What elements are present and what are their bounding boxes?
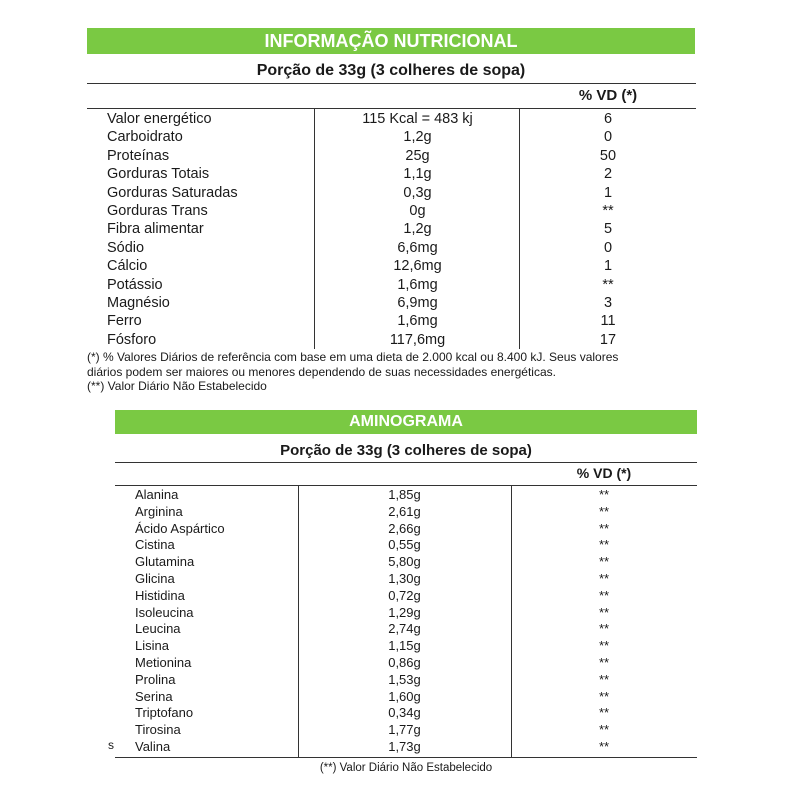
row-value: 2,66g — [388, 520, 421, 536]
row-value: 117,6mg — [389, 331, 446, 348]
table-row — [115, 672, 697, 689]
row-vd: 5 — [603, 221, 613, 238]
row-vd: ** — [598, 503, 610, 519]
row-label: Potássio — [107, 276, 163, 293]
table-row — [87, 202, 696, 220]
row-label: Cistina — [135, 537, 175, 553]
row-vd: ** — [602, 276, 614, 293]
row-label: Metionina — [135, 655, 192, 670]
row-label: Gorduras Saturadas — [107, 184, 238, 201]
aminogram-portion: Porção de 33g (3 colheres de sopa) — [280, 442, 532, 459]
table-row — [87, 239, 696, 257]
nutrition-vd-header: % VD (*) — [578, 87, 638, 104]
table-row — [115, 504, 697, 521]
row-vd: ** — [598, 739, 610, 754]
row-vd: ** — [598, 604, 610, 620]
margin-mark: s — [108, 738, 114, 752]
row-label: Tirosina — [135, 722, 181, 738]
row-value: 1,15g — [388, 638, 421, 654]
row-label: Ácido Aspártico — [135, 520, 225, 536]
row-label: Gorduras Trans — [107, 203, 208, 219]
table-row — [115, 487, 697, 504]
row-value: 1,29g — [388, 604, 421, 620]
nutrition-table — [87, 110, 696, 350]
divider — [87, 83, 696, 84]
table-row — [115, 689, 697, 706]
row-value: 1,1g — [403, 166, 432, 183]
row-vd: ** — [598, 487, 610, 502]
row-vd: 1 — [603, 258, 613, 275]
row-label: Arginina — [135, 503, 183, 519]
table-row — [115, 722, 697, 739]
row-vd: 0 — [603, 239, 613, 256]
row-value: 2,61g — [388, 503, 421, 519]
table-row — [87, 331, 696, 349]
row-value: 12,6mg — [393, 258, 442, 275]
row-vd: ** — [598, 655, 610, 670]
row-value: 5,80g — [388, 554, 421, 570]
aminogram-title: AMINOGRAMA — [115, 410, 697, 434]
row-value: 1,2g — [403, 221, 432, 238]
aminogram-table — [115, 487, 697, 757]
row-label: Gorduras Totais — [107, 166, 210, 183]
table-row — [115, 571, 697, 588]
row-value: 0,34g — [388, 705, 421, 721]
row-value: 0g — [409, 203, 426, 219]
row-label: Glicina — [135, 571, 175, 586]
row-value: 0,72g — [388, 587, 421, 603]
row-vd: ** — [598, 537, 610, 553]
row-value: 6,9mg — [397, 295, 438, 311]
row-vd: ** — [598, 638, 610, 654]
row-label: Valina — [135, 739, 171, 754]
row-value: 25g — [405, 147, 430, 164]
row-value: 0,55g — [388, 537, 421, 553]
row-vd: ** — [598, 520, 610, 536]
row-vd: ** — [598, 587, 610, 603]
row-vd: 50 — [599, 147, 617, 164]
nutrition-notes — [87, 350, 700, 394]
row-vd: 0 — [603, 129, 613, 146]
row-label: Glutamina — [135, 554, 195, 570]
row-label: Fósforo — [107, 331, 157, 348]
row-value: 2,74g — [388, 621, 421, 637]
row-vd: 11 — [600, 313, 616, 330]
row-value: 6,6mg — [397, 239, 438, 256]
row-label: Cálcio — [107, 258, 148, 275]
row-label: Isoleucina — [135, 604, 194, 620]
row-vd: ** — [598, 621, 610, 637]
row-vd: ** — [598, 705, 610, 721]
nutrition-portion: Porção de 33g (3 colheres de sopa) — [256, 62, 526, 79]
table-row — [115, 605, 697, 622]
aminogram-vd-header: % VD (*) — [576, 465, 632, 481]
row-label: Triptofano — [135, 705, 194, 721]
row-label: Lisina — [135, 638, 169, 654]
table-row — [115, 638, 697, 655]
row-vd: ** — [598, 722, 610, 738]
row-label: Histidina — [135, 587, 185, 603]
aminogram-footnote: (**) Valor Diário Não Estabelecido — [319, 762, 493, 774]
row-value: 1,73g — [388, 739, 421, 754]
row-label: Serina — [135, 688, 173, 704]
row-label: Sódio — [107, 239, 145, 256]
table-row — [115, 588, 697, 605]
table-row — [115, 621, 697, 638]
row-label: Alanina — [135, 487, 179, 502]
row-value: 1,77g — [388, 722, 421, 738]
divider — [87, 108, 696, 109]
divider — [115, 757, 697, 758]
note-line: (*) % Valores Diários de referência com base em uma dieta de 2.000 kcal ou 8.400 kJ. Seus valores — [87, 350, 619, 364]
row-value: 1,85g — [388, 487, 421, 502]
table-row — [87, 147, 696, 165]
row-vd: ** — [598, 671, 610, 687]
row-vd: 2 — [603, 166, 613, 183]
row-value: 1,6mg — [397, 276, 438, 293]
row-value: 1,60g — [388, 688, 421, 704]
row-value: 1,2g — [403, 129, 432, 146]
row-value: 0,3g — [403, 184, 432, 201]
row-label: Fibra alimentar — [107, 221, 204, 238]
divider — [115, 485, 697, 486]
row-label: Ferro — [107, 313, 142, 330]
table-row — [87, 184, 696, 202]
row-vd: 3 — [603, 295, 613, 311]
table-row — [87, 165, 696, 183]
row-label: Prolina — [135, 671, 176, 687]
row-value: 1,30g — [388, 571, 421, 586]
row-value: 115 Kcal = 483 kj — [362, 111, 473, 127]
note-line: (**) Valor Diário Não Estabelecido — [87, 379, 267, 393]
table-row — [115, 554, 697, 571]
table-row — [87, 110, 696, 128]
table-row — [87, 312, 696, 330]
row-label: Leucina — [135, 621, 181, 637]
note-line: diários podem ser maiores ou menores dependendo de suas necessidades energéticas. — [87, 364, 556, 379]
table-row — [87, 276, 696, 294]
table-row — [87, 128, 696, 146]
row-label: Valor energético — [107, 111, 212, 127]
table-row — [115, 705, 697, 722]
row-vd: 1 — [603, 184, 613, 201]
row-vd: ** — [602, 203, 614, 219]
row-value: 0,86g — [388, 655, 421, 670]
table-row — [87, 220, 696, 238]
row-vd: 17 — [599, 331, 617, 348]
row-vd: ** — [598, 688, 610, 704]
table-row — [115, 655, 697, 672]
table-row — [115, 537, 697, 554]
nutrition-title: INFORMAÇÃO NUTRICIONAL — [87, 28, 695, 54]
row-label: Proteínas — [107, 147, 170, 164]
row-vd: ** — [598, 571, 610, 586]
table-row — [115, 521, 697, 538]
row-value: 1,53g — [388, 671, 421, 687]
table-row — [87, 257, 696, 275]
row-vd: 6 — [603, 111, 613, 127]
row-vd: ** — [598, 554, 610, 570]
row-label: Magnésio — [107, 295, 170, 311]
row-label: Carboidrato — [107, 129, 183, 146]
table-row — [115, 739, 697, 756]
row-value: 1,6mg — [397, 313, 438, 330]
table-row — [87, 294, 696, 312]
